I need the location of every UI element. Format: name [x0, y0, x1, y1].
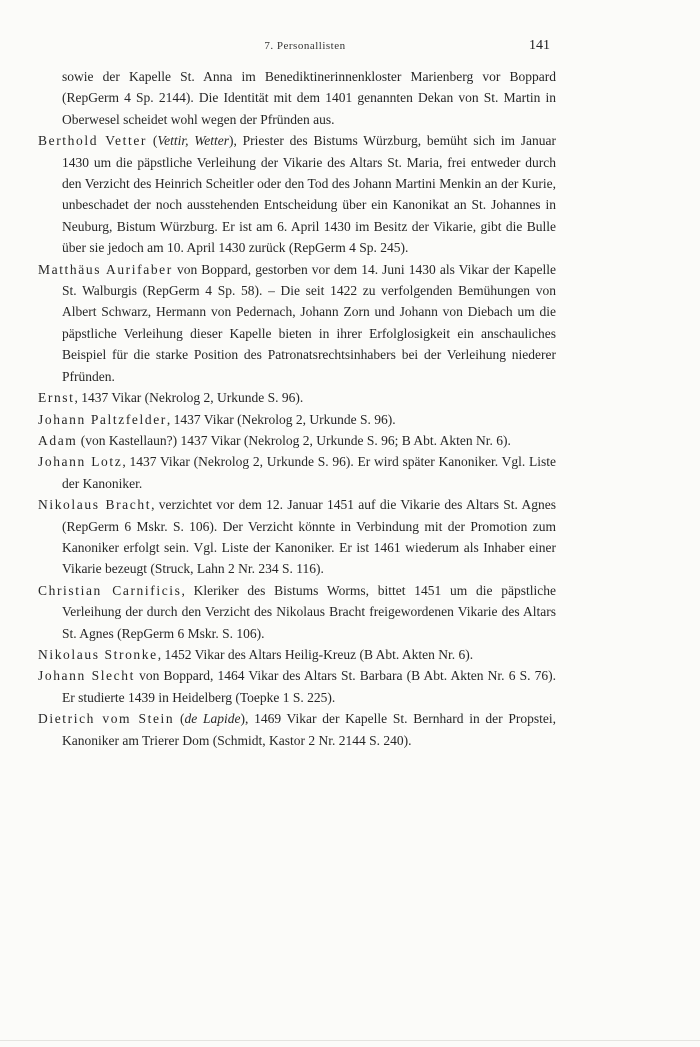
- list-item: [38, 451, 556, 494]
- person-name: Nikolaus Stronke: [38, 646, 158, 662]
- person-name: Ernst: [38, 390, 75, 406]
- list-item: [38, 494, 556, 580]
- list-item: [38, 580, 556, 644]
- entry-text: ), Priester des Bistums Würzburg, bemüht sich im Januar 1430 um die päpstliche Verleihung der Vikarie des Altars St. Maria, frei entweder durch den Verzicht des Heinrich Scheitler oder den Tod des Johann Martini Menkin an der Kurie, unbeschadet der noch ausstehenden Entscheidung über ein Kanonikat an St. Johannes in Neuburg, Bistum Würzburg. Er ist am 6. April 1430 im Besitz der Vikarie, gibt die Bulle über sie jedoch am 10. April 1430 zurück (RepGerm 4 Sp. 245).: [62, 133, 557, 256]
- person-name: Berthold Vetter: [38, 133, 148, 149]
- person-name: Johann Paltzfelder: [38, 411, 167, 427]
- name-variant: de Lapide: [184, 711, 241, 727]
- body-text: [38, 66, 556, 751]
- entry-text: , verzichtet vor dem 12. Januar 1451 auf die Vikarie des Altars St. Agnes (RepGerm 6 Mskr. S. 106). Der Verzicht könnte in Verbindung mit der Promotion zum Kanoniker erfolgt sein. Vgl. Liste der Kanoniker. Er ist 1461 wiederum als Inhaber einer Vikarie bezeugt (Struck, Lahn 2 Nr. 234 S. 116).: [62, 497, 556, 577]
- list-item: [38, 387, 556, 408]
- entry-text: , 1437 Vikar (Nekrolog 2, Urkunde S. 96).: [166, 411, 396, 427]
- person-name: Johann Lotz: [38, 454, 123, 470]
- person-name: Dietrich vom Stein: [38, 711, 175, 727]
- entry-text: ), 1469 Vikar der Kapelle St. Bernhard in der Propstei, Kanoniker am Trierer Dom (Schmidt, Kastor 2 Nr. 2144 S. 240).: [62, 711, 557, 748]
- person-name: Nikolaus Bracht: [38, 497, 152, 513]
- list-item: [38, 430, 556, 451]
- name-variant: Vettir, Wetter: [157, 133, 229, 149]
- person-name: Johann Slecht: [38, 668, 135, 684]
- list-item: [38, 644, 556, 665]
- entry-text: , 1437 Vikar (Nekrolog 2, Urkunde S. 96).: [74, 390, 304, 406]
- list-item: Dietrich vom Stein (de Lapide), 1469 Vikar der Kapelle St. Bernhard in der Propstei, Kanoniker am Trierer Dom (Schmidt, Kastor 2 Nr. 2144 S. 240).: [38, 711, 557, 748]
- entry-text: von Boppard, gestorben vor dem 14. Juni 1430 als Vikar der Kapelle St. Walburgis (RepGerm 4 Sp. 58). – Die seit 1422 zu verfolgenden Bemühungen von Albert Schwarz, Hermann von Pedernach, Johann Zorn und Johann von Diebach um die päpstliche Verleihung dieser Kapelle bieten in ihrer Erfolglosigkeit ein anschauliches Beispiel für die starke Position des Patronatsrechtsinhabers bei der Verleihung niederer Pfründen.: [62, 261, 556, 384]
- entry-text: , 1452 Vikar des Altars Heilig-Kreuz (B Abt. Akten Nr. 6).: [157, 646, 474, 662]
- list-item: [38, 259, 556, 387]
- entry-text: (von Kastellaun?) 1437 Vikar (Nekrolog 2, Urkunde S. 96; B Abt. Akten Nr. 6).: [77, 432, 511, 448]
- entry-text: von Boppard, 1464 Vikar des Altars St. Barbara (B Abt. Akten Nr. 6 S. 76). Er studierte 1439 in Heidelberg (Toepke 1 S. 225).: [62, 668, 556, 705]
- list-item: [38, 409, 556, 430]
- running-title: 7. Personallisten: [264, 40, 346, 52]
- person-name: Christian Carnificis: [38, 582, 182, 598]
- page-number: 141: [529, 38, 550, 53]
- page-bottom-edge: [0, 1040, 700, 1041]
- list-item: [38, 665, 556, 708]
- continuation-paragraph: sowie der Kapelle St. Anna im Benediktinerinnenkloster Marienberg vor Boppard (RepGerm 4 Sp. 2144). Die Identität mit dem 1401 genannten Dekan von St. Martin in Oberwesel scheidet wohl wegen der Pfründen aus.: [62, 69, 556, 127]
- entry-text: , Kleriker des Bistums Worms, bittet 1451 um die päpstliche Verleihung der durch den Verzicht des Nikolaus Bracht freigewordenen Vikarie des Altars St. Agnes (RepGerm 6 Mskr. S. 106).: [62, 582, 556, 641]
- person-name: Adam: [38, 432, 78, 448]
- person-name: Matthäus Aurifaber: [38, 261, 173, 277]
- entry-text: , 1437 Vikar (Nekrolog 2, Urkunde S. 96). Er wird später Kanoniker. Vgl. Liste der Kanoniker.: [62, 454, 556, 491]
- list-item: Berthold Vetter (Vettir, Wetter), Priester des Bistums Würzburg, bemüht sich im Januar 1430 um die päpstliche Verleihung der Vikarie des Altars St. Maria, frei entweder durch den Verzicht des Heinrich Scheitler oder den Tod des Johann Martini Menkin an der Kurie, unbeschadet der noch ausstehenden Entscheidung über ein Kanonikat an St. Johannes in Neuburg, Bistum Würzburg. Er ist am 6. April 1430 im Besitz der Vikarie, gibt die Bulle über sie jedoch am 10. April 1430 zurück (RepGerm 4 Sp. 245).: [38, 133, 557, 256]
